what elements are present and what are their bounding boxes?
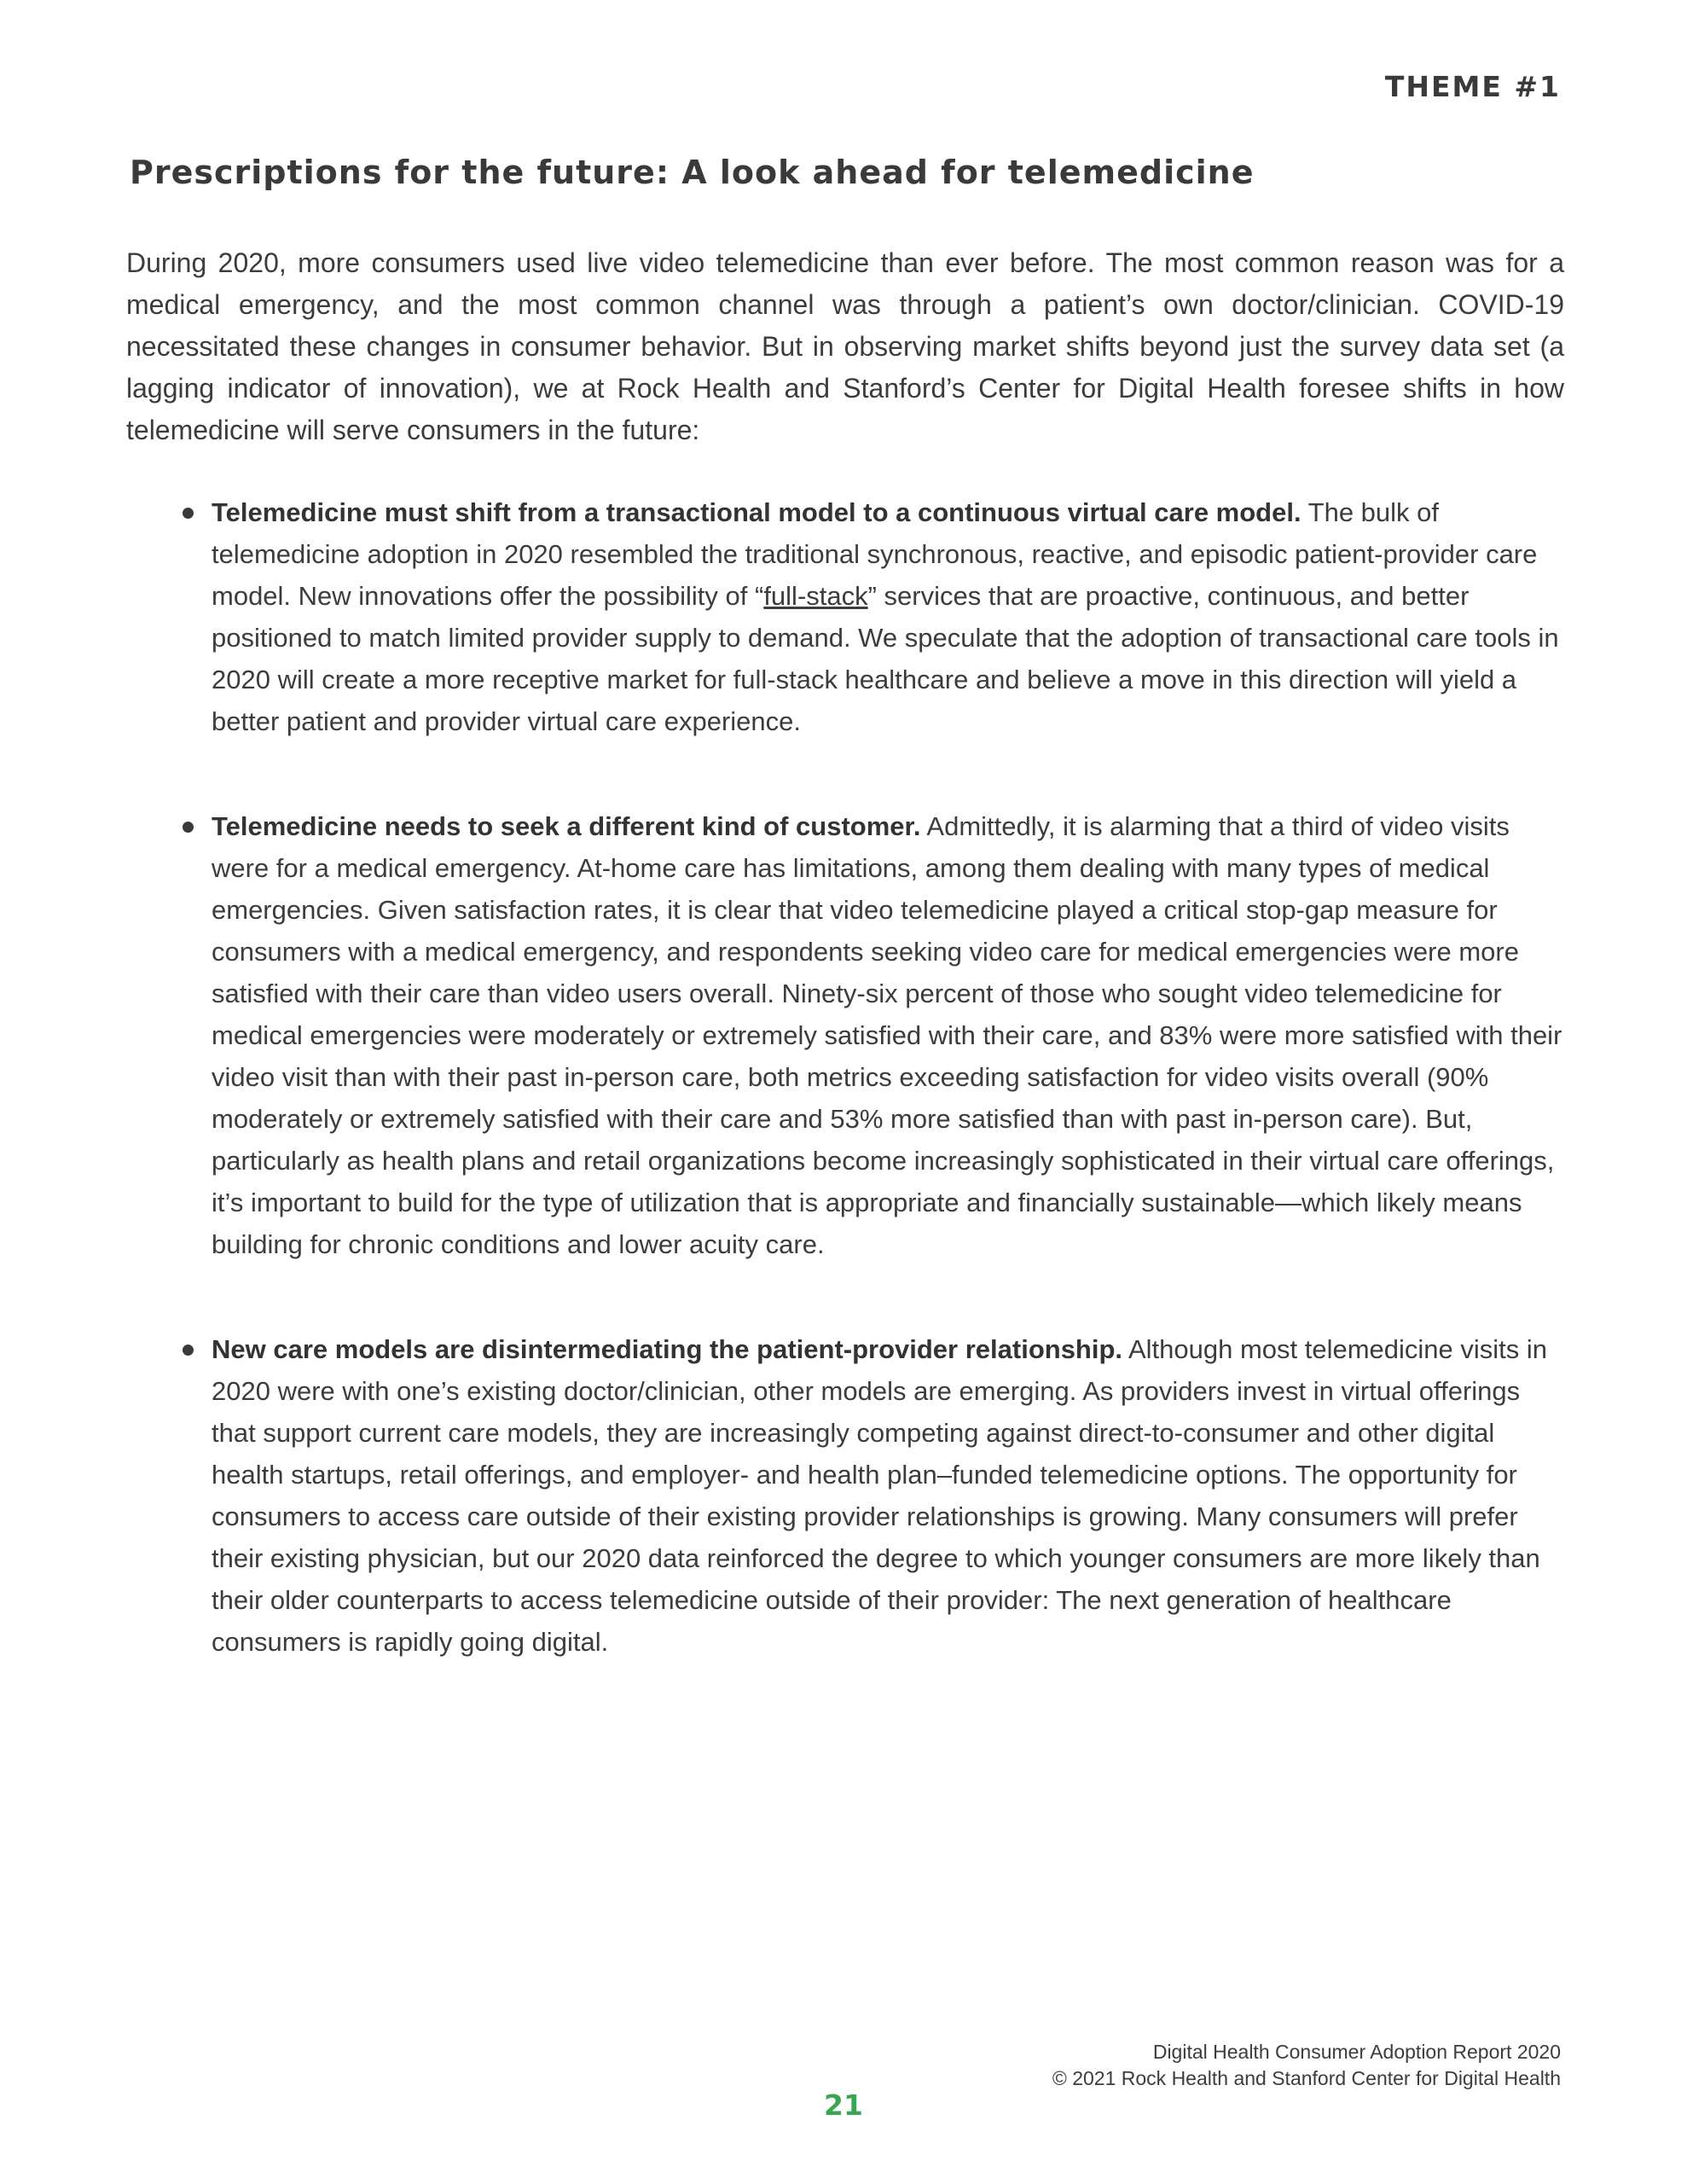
bullet-lead: Telemedicine must shift from a transactional model to a continuous virtual care model. <box>212 497 1301 527</box>
bullet-icon <box>183 822 194 833</box>
bullet-item-continuous-care <box>179 491 1566 742</box>
bullet-text: The bulk of telemedicine adoption in 2020 resembled the traditional synchronous, reactive, and episodic patient-provider care model. New innovations offer the possibility of “ <box>212 497 1538 611</box>
page-number: 21 <box>824 2088 863 2122</box>
bullet-item-new-care-models <box>179 1328 1566 1663</box>
theme-label: THEME #1 <box>1384 70 1561 103</box>
intro-paragraph: During 2020, more consumers used live video telemedicine than ever before. The most common reason was for a medical emergency, and the most common channel was through a patient’s own doctor/clinician. COVID-19 necessitated these changes in consumer behavior. But in observing market shifts beyond just the survey data set (a lagging indicator of innovation), we at Rock Health and Stanford’s Center for Digital Health foresee shifts in how telemedicine will serve consumers in the future: <box>126 247 1564 445</box>
footer <box>1052 2039 1561 2092</box>
full-stack-link[interactable]: full-stack <box>763 581 868 611</box>
bullet-list <box>179 491 1566 1663</box>
bullet-item-different-customer <box>179 805 1566 1265</box>
footer-copyright: © 2021 Rock Health and Stanford Center for Digital Health <box>1052 2067 1561 2089</box>
bullet-lead: New care models are disintermediating the patient-provider relationship. <box>212 1334 1123 1364</box>
bullet-text: Admittedly, it is alarming that a third of video visits were for a medical emergency. At-home care has limitations, among them dealing with many types of medical emergencies. Given satisfaction rates, it is clear that video telemedicine played a critical stop-gap measure for consumers with a medical emergency, and respondents seeking video care for medical emergencies were more satisfied with their care than video users overall. Ninety-six percent of those who sought video telemedicine for medical emergencies were moderately or extremely satisfied with their care, and 83% were more satisfied with their video visit than with their past in-person care, both metrics exceeding satisfaction for video visits overall (90% moderately or extremely satisfied with their care and 53% more satisfied than with past in-person care). But, particularly as health plans and retail organizations become increasingly sophisticated in their virtual care offerings, it’s important to build for the type of utilization that is appropriate and financially sustainable—which likely means building for chronic conditions and lower acuity care. <box>212 811 1562 1259</box>
bullet-icon <box>183 1345 194 1356</box>
bullet-lead: Telemedicine needs to seek a different kind of customer. <box>212 811 921 841</box>
footer-report-title: Digital Health Consumer Adoption Report 2020 <box>1152 2041 1561 2063</box>
page-title: Prescriptions for the future: A look ahead for telemedicine <box>130 154 1255 191</box>
bullet-icon <box>183 508 194 519</box>
bullet-text: ” services that are proactive, continuous, and better positioned to match limited provider supply to demand. We speculate that the adoption of transactional care tools in 2020 will create a more receptive market for full-stack healthcare and believe a move in this direction will yield a better patient and provider virtual care experience. <box>212 581 1559 736</box>
bullet-text: Although most telemedicine visits in 2020 were with one’s existing doctor/clinician, other models are emerging. As providers invest in virtual offerings that support current care models, they are increasingly competing against direct-to-consumer and other digital health startups, retail offerings, and employer- and health plan–funded telemedicine options. The opportunity for consumers to access care outside of their existing provider relationships is growing. Many consumers will prefer their existing physician, but our 2020 data reinforced the degree to which younger consumers are more likely than their older counterparts to access telemedicine outside of their provider: The next generation of healthcare consumers is rapidly going digital. <box>212 1334 1548 1657</box>
